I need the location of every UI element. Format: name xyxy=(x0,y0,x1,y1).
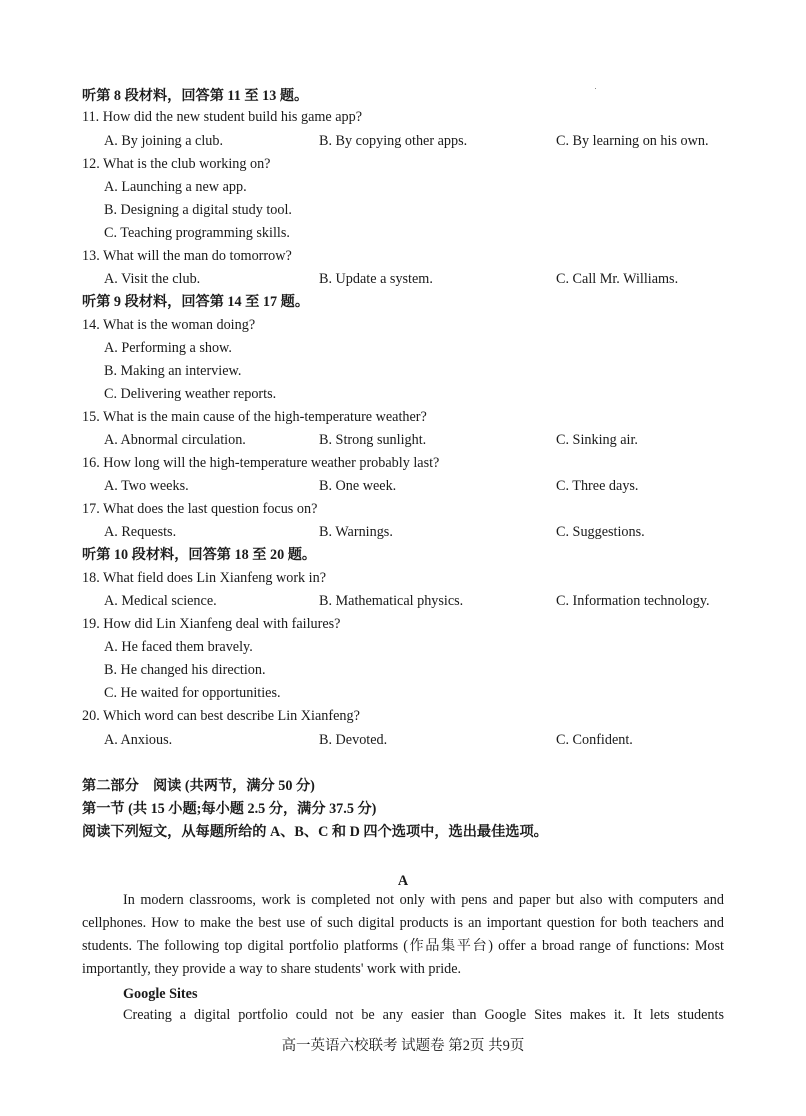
q20-option-c: C. Confident. xyxy=(556,732,633,748)
section-10-heading: 听第 10 段材料，回答第 18 至 20 题。 xyxy=(82,547,317,563)
question-17: 17. What does the last question focus on? xyxy=(82,501,318,517)
q18-option-a: A. Medical science. xyxy=(104,593,217,609)
question-13: 13. What will the man do tomorrow? xyxy=(82,248,292,264)
q15-option-b: B. Strong sunlight. xyxy=(319,432,427,448)
paragraph-1-text: In modern classrooms, work is completed not only with pens and paper but also with computers and cellphones. How to make the best use of such digital products is an important question for both teachers and students. The following top digital portfolio platforms (作品集平台) offer a broad range of functions: Most importantly, they provide a way to share students' work with pride. xyxy=(82,892,724,977)
q18-option-b: B. Mathematical physics. xyxy=(319,593,464,609)
google-sites-heading: Google Sites xyxy=(123,986,198,1002)
q12-option-c: C. Teaching programming skills. xyxy=(104,225,290,241)
q20-option-a: A. Anxious. xyxy=(104,732,173,748)
paragraph-2-text: Creating a digital portfolio could not be any easier than Google Sites makes it. It lets students xyxy=(123,1007,724,1023)
q19-option-b: B. He changed his direction. xyxy=(104,662,266,678)
scan-speck xyxy=(595,88,596,89)
q19-option-c: C. He waited for opportunities. xyxy=(104,685,281,701)
q14-option-b: B. Making an interview. xyxy=(104,363,242,379)
q13-option-b: B. Update a system. xyxy=(319,271,433,287)
passage-paragraph-2 xyxy=(82,1004,724,1027)
question-12: 12. What is the club working on? xyxy=(82,156,271,172)
reading-instruction: 阅读下列短文，从每题所给的 A、B、C 和 D 四个选项中，选出最佳选项。 xyxy=(82,824,548,840)
question-19: 19. How did Lin Xianfeng deal with failures? xyxy=(82,616,341,632)
q11-option-c: C. By learning on his own. xyxy=(556,133,709,149)
q16-option-a: A. Two weeks. xyxy=(104,478,189,494)
section-9-heading: 听第 9 段材料，回答第 14 至 17 题。 xyxy=(82,294,310,310)
question-11: 11. How did the new student build his game app? xyxy=(82,109,363,125)
q16-option-c: C. Three days. xyxy=(556,478,639,494)
q19-option-a: A. He faced them bravely. xyxy=(104,639,253,655)
q15-option-c: C. Sinking air. xyxy=(556,432,638,448)
q17-option-a: A. Requests. xyxy=(104,524,177,540)
section-8-heading: 听第 8 段材料，回答第 11 至 13 题。 xyxy=(82,88,309,104)
q14-option-c: C. Delivering weather reports. xyxy=(104,386,277,402)
q17-option-c: C. Suggestions. xyxy=(556,524,645,540)
q12-option-b: B. Designing a digital study tool. xyxy=(104,202,292,218)
question-15: 15. What is the main cause of the high-temperature weather? xyxy=(82,409,427,425)
passage-letter: A xyxy=(397,873,409,889)
section-1-title: 第一节 (共 15 小题;每小题 2.5 分，满分 37.5 分) xyxy=(82,801,377,817)
question-14: 14. What is the woman doing? xyxy=(82,317,256,333)
q14-option-a: A. Performing a show. xyxy=(104,340,232,356)
q15-option-a: A. Abnormal circulation. xyxy=(104,432,246,448)
question-20: 20. Which word can best describe Lin Xianfeng? xyxy=(82,708,360,724)
question-18: 18. What field does Lin Xianfeng work in? xyxy=(82,570,327,586)
part-2-title: 第二部分 阅读 (共两节，满分 50 分) xyxy=(82,778,315,794)
question-16: 16. How long will the high-temperature weather probably last? xyxy=(82,455,440,471)
q12-option-a: A. Launching a new app. xyxy=(104,179,247,195)
q11-option-b: B. By copying other apps. xyxy=(319,133,468,149)
q17-option-b: B. Warnings. xyxy=(319,524,393,540)
passage-paragraph-1 xyxy=(82,889,724,981)
q13-option-c: C. Call Mr. Williams. xyxy=(556,271,679,287)
page-footer: 高一英语六校联考 试题卷 第2页 共9页 xyxy=(281,1038,525,1054)
q13-option-a: A. Visit the club. xyxy=(104,271,201,287)
q16-option-b: B. One week. xyxy=(319,478,397,494)
q11-option-a: A. By joining a club. xyxy=(104,133,224,149)
q18-option-c: C. Information technology. xyxy=(556,593,710,609)
q20-option-b: B. Devoted. xyxy=(319,732,388,748)
